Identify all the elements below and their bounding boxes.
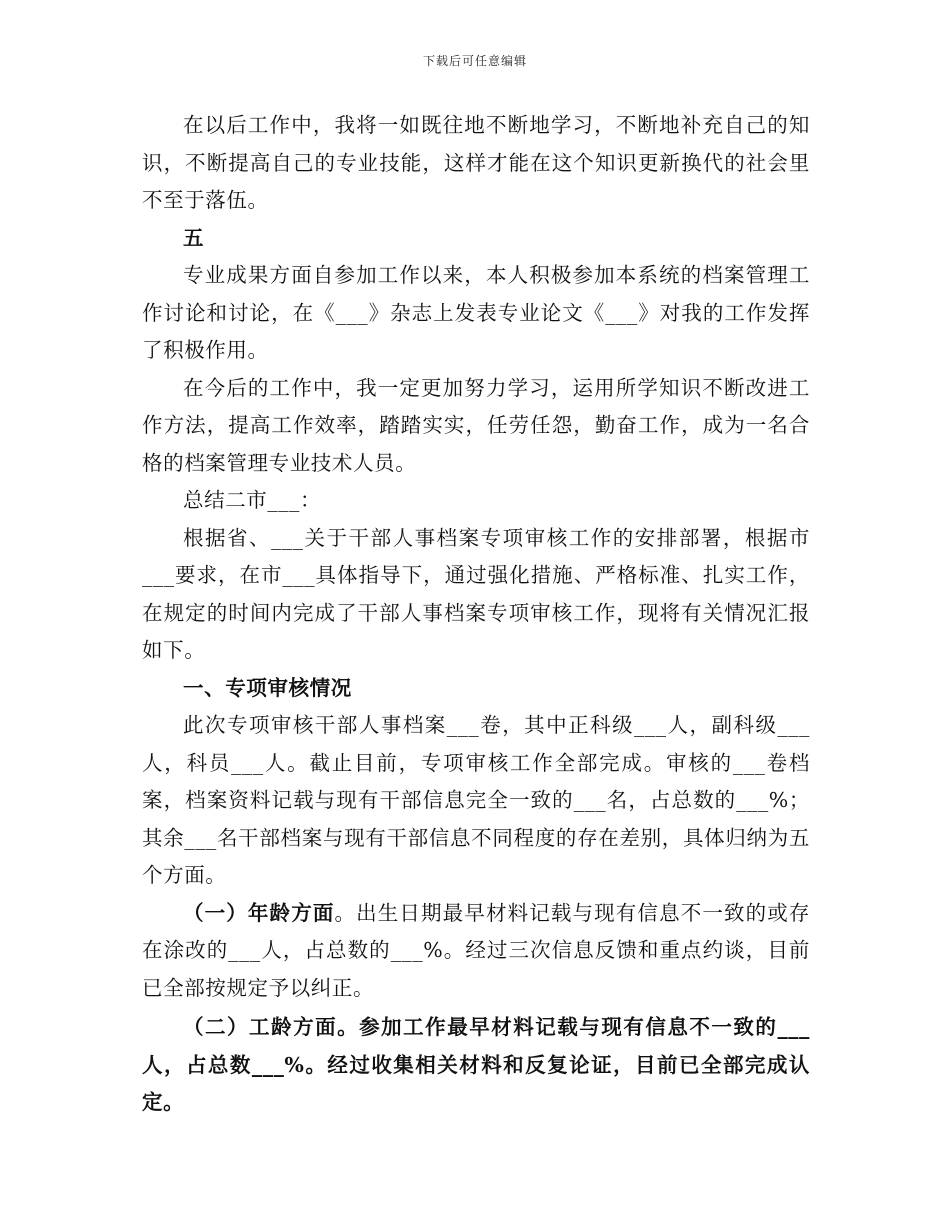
paragraph-professional-achievements: 专业成果方面自参加工作以来，本人积极参加本系统的档案管理工作讨论和讨论，在《___》杂志上发表专业论文《___》对我的工作发挥了积极作用。	[142, 263, 810, 362]
summary-title: 总结二市___：	[183, 488, 322, 512]
document-body	[142, 107, 810, 1122]
age-aspect-lead: （一）年龄方面	[183, 900, 335, 925]
age-aspect-text: 。出生日期最早材料记载与现有信息不一致的或存在涂改的___人，占总数的___%。经过三次信息反馈和重点约谈，目前已全部按规定予以纠正。	[142, 900, 811, 1000]
paragraph-age-aspect	[142, 895, 810, 1008]
page-header: 下载后可任意编辑	[422, 54, 527, 68]
paragraph-service-length-aspect: （二）工龄方面。参加工作最早材料记载与现有信息不一致的___人，占总数___%。经过收集相关材料和反复论证，目前已全部完成认定。	[142, 1015, 810, 1114]
paragraph-intro-audit: 根据省、___关于干部人事档案专项审核工作的安排部署，根据市___要求，在市___具体指导下，通过强化措施、严格标准、扎实工作，在规定的时间内完成了干部人事档案专项审核工作，现将有关情况汇报如下。	[142, 525, 810, 662]
paragraph-continue-learning: 在以后工作中，我将一如既往地不断地学习，不断地补充自己的知识，不断提高自己的专业技能，这样才能在这个知识更新换代的社会里不至于落伍。	[142, 113, 810, 212]
section-heading-audit-status: 一、专项审核情况	[183, 675, 352, 700]
paragraph-audit-details: 此次专项审核干部人事档案___卷，其中正科级___人，副科级___人，科员___人。截止目前，专项审核工作全部完成。审核的___卷档案，档案资料记载与现有干部信息完全一致的___名，占总数的___%；其余___名干部档案与现有干部信息不同程度的存在差别，具体归纳为五个方面。	[142, 713, 810, 887]
section-heading-five: 五	[183, 225, 205, 250]
paragraph-future-work: 在今后的工作中，我一定更加努力学习，运用所学知识不断改进工作方法，提高工作效率，踏踏实实，任劳任怨，勤奋工作，成为一名合格的档案管理专业技术人员。	[142, 375, 810, 475]
